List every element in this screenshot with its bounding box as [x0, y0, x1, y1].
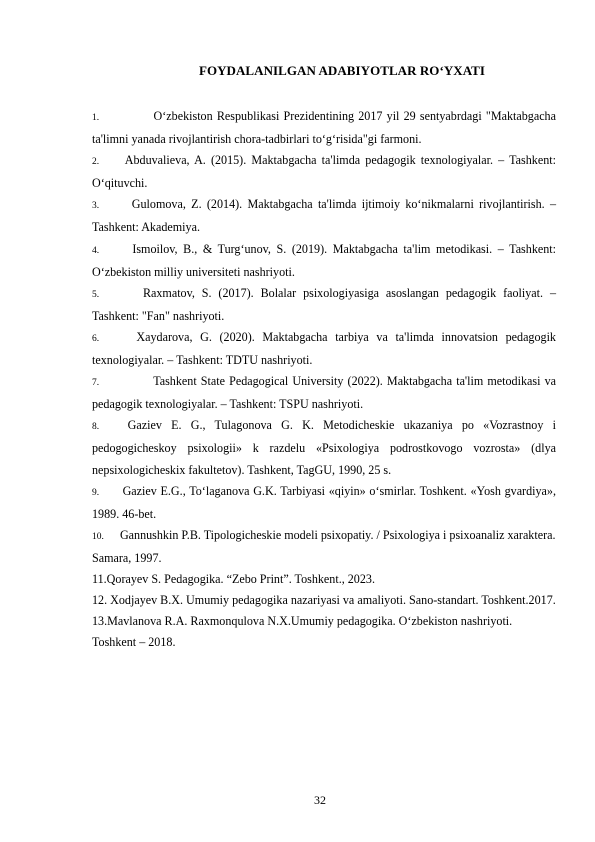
reference-number: 1.	[92, 113, 100, 123]
reference-text: Abduvalieva, A. (2015). Maktabgacha ta'limda pedagogik texnologiyalar. – Tashkent: O‘qituvchi.	[92, 153, 556, 191]
reference-text: Ismoilov, B., & Turg‘unov, S. (2019). Maktabgacha ta'lim metodikasi. – Tashkent: O‘zbekiston milliy universiteti nashriyoti.	[92, 241, 556, 279]
reference-text: Raxmatov, S. (2017). Bolalar psixologiyasiga asoslangan pedagogik faoliyat. – Tashkent: "Fan" nashriyoti.	[92, 285, 556, 323]
reference-item-7	[92, 371, 556, 415]
reference-item-2	[92, 150, 556, 194]
page-title: FOYDALANILGAN ADABIYOTLAR RO‘YXATI	[198, 63, 486, 78]
reference-list	[92, 106, 556, 653]
reference-item-13: 13.Mavlanova R.A. Raxmonqulova N.X.Umumiy pedagogika. O‘zbekiston nashriyoti. Toshkent – 2018.	[92, 614, 513, 650]
reference-text: Gannushkin P.B. Tipologicheskie modeli psixopatiy. / Psixologiya i psixoanaliz xaraktera.	[119, 527, 556, 542]
reference-item-6	[92, 327, 556, 371]
reference-number: 7.	[92, 378, 100, 389]
reference-text: O‘zbekiston Respublikasi Prezidentining 2017 yil 29 sentyabrdagi "Maktabgacha ta'limni yanada rivojlantirish chora-tadbirlari to‘g‘risida"gi farmoni.	[92, 109, 556, 147]
reference-item-11: 11.Qorayev S. Pedagogika. “Zebo Print”. Toshkent., 2023.	[92, 571, 375, 586]
reference-number: 2.	[92, 157, 100, 168]
reference-text: Gaziev E. G., Tulagonova G. K. Metodicheskie ukazaniya po «Vozrastnoy i pedogogicheskoy psixologii» k razdelu «Psixologiya podrostkovogo vozrosta» (dlya nepsixologicheskix fakultetov). Tashkent, TagGU, 1990, 25 s.	[92, 418, 556, 477]
reference-item-8	[92, 415, 556, 480]
reference-number: 10.	[92, 531, 104, 542]
reference-number: 8.	[92, 422, 100, 433]
reference-number: 6.	[92, 333, 100, 344]
reference-text: Xaydarova, G. (2020). Maktabgacha tarbiya va ta'limda innovatsion pedagogik texnologiyalar. – Tashkent: TDTU nashriyoti.	[92, 329, 556, 368]
reference-text: Tashkent State Pedagogical University (2022). Maktabgacha ta'lim metodikasi va pedagogik texnologiyalar. – Tashkent: TSPU nashriyoti.	[92, 374, 556, 412]
reference-item-3	[92, 194, 556, 238]
reference-item-9	[92, 481, 556, 525]
reference-text: Gulomova, Z. (2014). Maktabgacha ta'limda ijtimoiy ko‘nikmalarni rivojlantirish. – Tashkent: Akademiya.	[92, 197, 557, 235]
page-number: 32	[314, 793, 326, 807]
reference-item-1	[92, 106, 556, 150]
reference-item-12: 12. Xodjayev B.X. Umumiy pedagogika nazariyasi va amaliyoti. Sano-standart. Toshkent.2017.	[92, 593, 556, 608]
reference-item-10	[92, 525, 556, 548]
reference-number: 4.	[92, 245, 100, 256]
reference-item-4	[92, 239, 556, 283]
reference-number: 3.	[92, 201, 100, 212]
reference-text: Gaziev E.G., To‘laganova G.K. Tarbiyasi «qiyin» o‘smirlar. Toshkent. «Yosh gvardiya», 1989. 46-bet.	[92, 483, 556, 521]
reference-item-5	[92, 283, 556, 327]
reference-number: 5.	[92, 289, 100, 300]
reference-continuation: Samara, 1997.	[92, 550, 162, 565]
reference-number: 9.	[92, 487, 100, 498]
